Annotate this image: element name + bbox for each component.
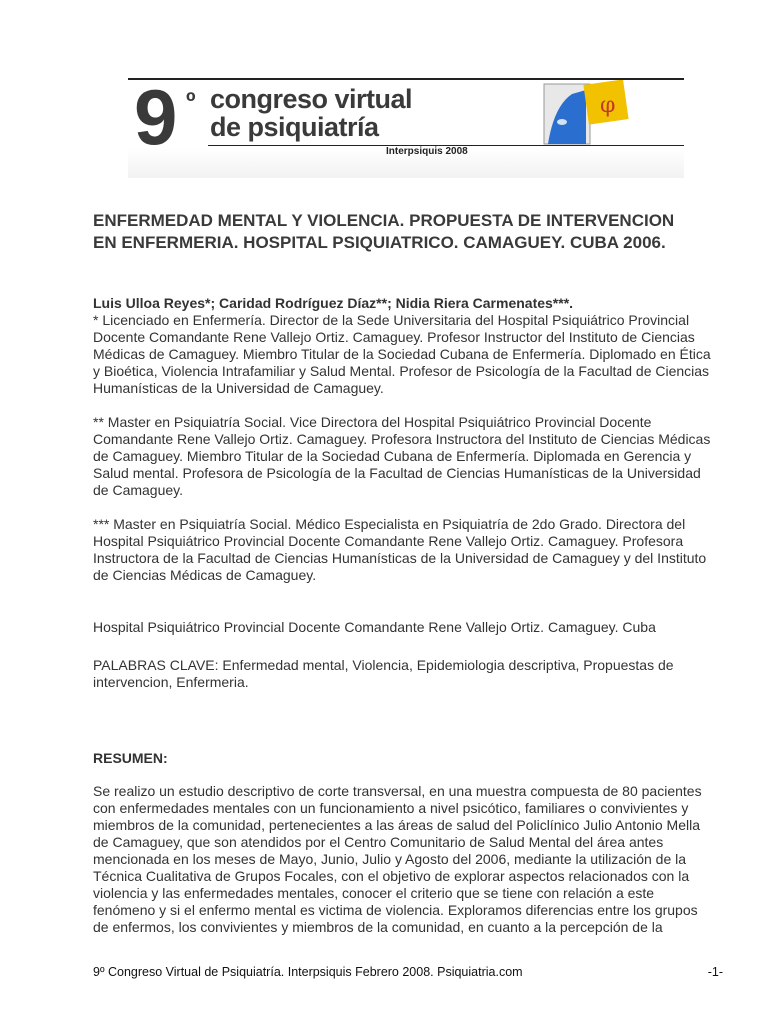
text-line: y Bioética, Violencia Intrafamiliar y Salud Mental. Profesor de Psicología de la Facultad de Ciencias [93,363,710,379]
text-line: *** Master en Psiquiatría Social. Médico Especialista en Psiquiatría de 2do Grado. Directora del [93,516,686,532]
resumen-heading: RESUMEN: [93,750,168,766]
text-line: miembros de la comunidad, pertenecientes a las áreas de salud del Policlínico Julio Antonio Mella [93,817,701,833]
affiliation-1 [93,312,733,397]
text-line: Humanísticas de la Universidad de Camaguey. [93,380,384,396]
text-line: de Ciencias Médicas de Camaguey. [93,567,317,583]
page-footer [93,965,723,979]
text-line: Salud mental. Profesora de Psicología de la Facultad de Ciencias Humanísticas de la Universidad [93,465,701,481]
congress-banner [128,73,684,178]
banner-line-2: de psiquiatría [210,112,379,142]
text-line: de enfermos, los convivientes y miembros de la comunidad, en cuanto a la percepción de la [93,919,663,935]
keywords [93,657,733,691]
text-line: Técnica Cualitativa de Grupos Focales, con el objetivo de explorar aspectos relacionados con la [93,868,690,884]
text-line: Se realizo un estudio descriptivo de corte transversal, en una muestra compuesta de 80 pacientes [93,783,702,799]
title-line: EN ENFERMERIA. HOSPITAL PSIQUIATRICO. CAMAGUEY. CUBA 2006. [93,233,666,252]
text-line: Instructora de la Facultad de Ciencias Humanísticas de la Universidad de Camaguey y del Instituto [93,550,707,566]
paper-title [93,210,733,254]
text-line: Comandante Rene Vallejo Ortiz. Camaguey. Profesora Instructora del Instituto de Ciencias Médicas [93,431,711,447]
banner-ordinal: º [186,86,196,116]
text-line: fenómeno y si el enfermo mental es victima de violencia. Exploramos diferencias entre los grupos [93,902,698,918]
hospital-line: Hospital Psiquiátrico Provincial Docente Comandante Rene Vallejo Ortiz. Camaguey. Cuba [93,619,656,635]
text-line: mencionada en los meses de Mayo, Junio, Julio y Agosto del 2006, mediante la utilización de la [93,851,687,867]
text-line: Hospital Psiquiátrico Provincial Docente Comandante Rene Vallejo Ortiz. Camaguey. Profesora [93,533,684,549]
psi-book-icon [540,80,630,146]
text-line: * Licenciado en Enfermería. Director de la Sede Universitaria del Hospital Psiquiátrico Provincial [93,312,690,328]
text-line: de Camaguey. [93,482,184,498]
text-line: con enfermedades mentales con un funcionamiento a nivel psicótico, familiares o convivientes y [93,800,689,816]
text-line: ** Master en Psiquiatría Social. Vice Directora del Hospital Psiquiátrico Provincial Docente [93,414,652,430]
text-line: violencia y las enfermedades mentales, conocer el criterio que se tiene con relación a este [93,885,655,901]
svg-text:φ: φ [600,93,616,118]
text-line: Docente Comandante Rene Vallejo Ortiz. Camaguey. Profesor Instructor del Instituto de Ciencias [93,329,695,345]
banner-number: 9 [134,73,176,161]
banner-subtitle: Interpsiquis 2008 [386,146,468,157]
footer-text: 9º Congreso Virtual de Psiquiatría. Interpsiquis Febrero 2008. Psiquiatria.com [93,965,523,979]
text-line: intervencion, Enfermeria. [93,674,249,690]
title-line: ENFERMEDAD MENTAL Y VIOLENCIA. PROPUESTA DE INTERVENCION [93,211,675,230]
authors: Luis Ulloa Reyes*; Caridad Rodríguez Díaz**; Nidia Riera Carmenates***. [93,295,574,311]
page-number: -1- [707,965,723,979]
text-line: de Camaguey, que son atendidos por el Centro Comunitario de Salud Mental del área antes [93,834,664,850]
text-line: PALABRAS CLAVE: Enfermedad mental, Violencia, Epidemiologia descriptiva, Propuestas de [93,657,674,673]
resumen-body [93,783,733,936]
text-line: Médicas de Camaguey. Miembro Titular de la Sociedad Cubana de Enfermería. Diplomado en Ética [93,346,711,362]
affiliation-3 [93,516,733,584]
text-line: de Camaguey. Miembro Titular de la Sociedad Cubana de Enfermería. Diplomada en Gerencia y [93,448,692,464]
banner-line-1: congreso virtual [210,84,413,114]
affiliation-2 [93,414,733,499]
